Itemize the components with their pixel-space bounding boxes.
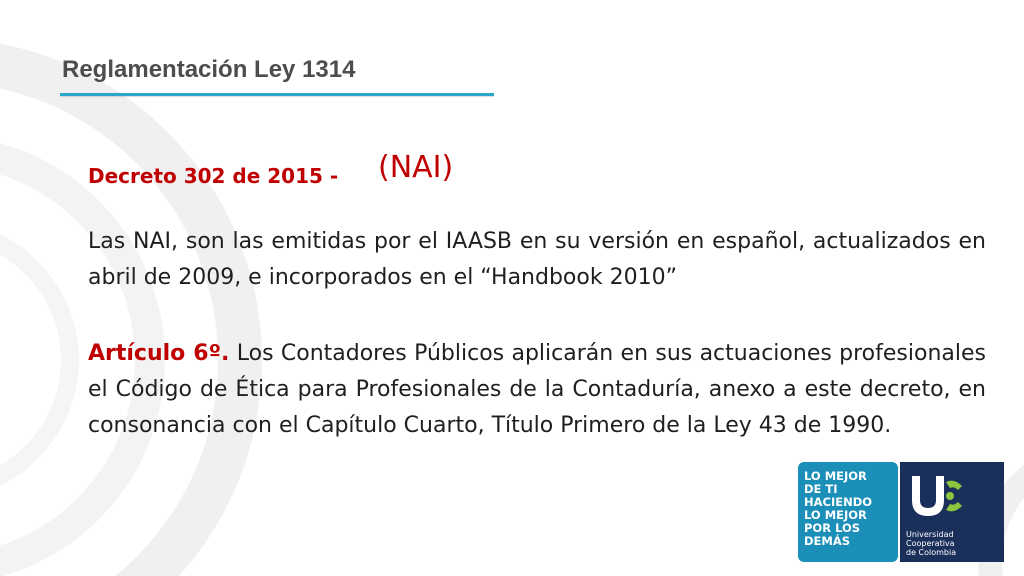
uc-emblem-icon (906, 470, 966, 522)
university-name (906, 530, 1001, 557)
slogan-line: HACIENDO (804, 495, 873, 509)
decree-label: Decreto 302 de 2015 - (88, 164, 339, 188)
nai-acronym: (NAI) (378, 150, 454, 185)
nai-paragraph: Las NAI, son las emitidas por el IAASB en su versión en español, actualizados en abril de 2009, e incorporados en el “Handbook 2010” (88, 229, 986, 290)
slide-content (88, 150, 986, 444)
slogan-badge (798, 462, 898, 562)
slogan-line: LO MEJOR (804, 469, 867, 483)
university-name-line: de Colombia (906, 548, 957, 557)
slogan-text (804, 470, 894, 548)
article-text: Los Contadores Públicos aplicarán en sus actuaciones profesionales el Código de Ética para Profesionales de la Contaduría, anexo a este decreto, en consonancia con el Capítulo Cuarto, Título Primero de la Ley 43 de 1990. (88, 341, 986, 438)
slogan-line: LO MEJOR (804, 508, 867, 522)
slogan-line: DE TI (804, 482, 838, 496)
title-underline (60, 93, 494, 96)
university-badge (900, 462, 1004, 562)
article-label: Artículo 6º. (88, 341, 230, 366)
decree-heading (88, 150, 986, 194)
university-logo (798, 462, 1024, 576)
slide-title: Reglamentación Ley 1314 (62, 56, 356, 83)
slogan-line: POR LOS (804, 521, 861, 535)
university-name-line: Universidad Cooperativa (906, 530, 955, 548)
article-paragraph (88, 336, 986, 444)
slogan-line: DEMÁS (804, 534, 851, 548)
